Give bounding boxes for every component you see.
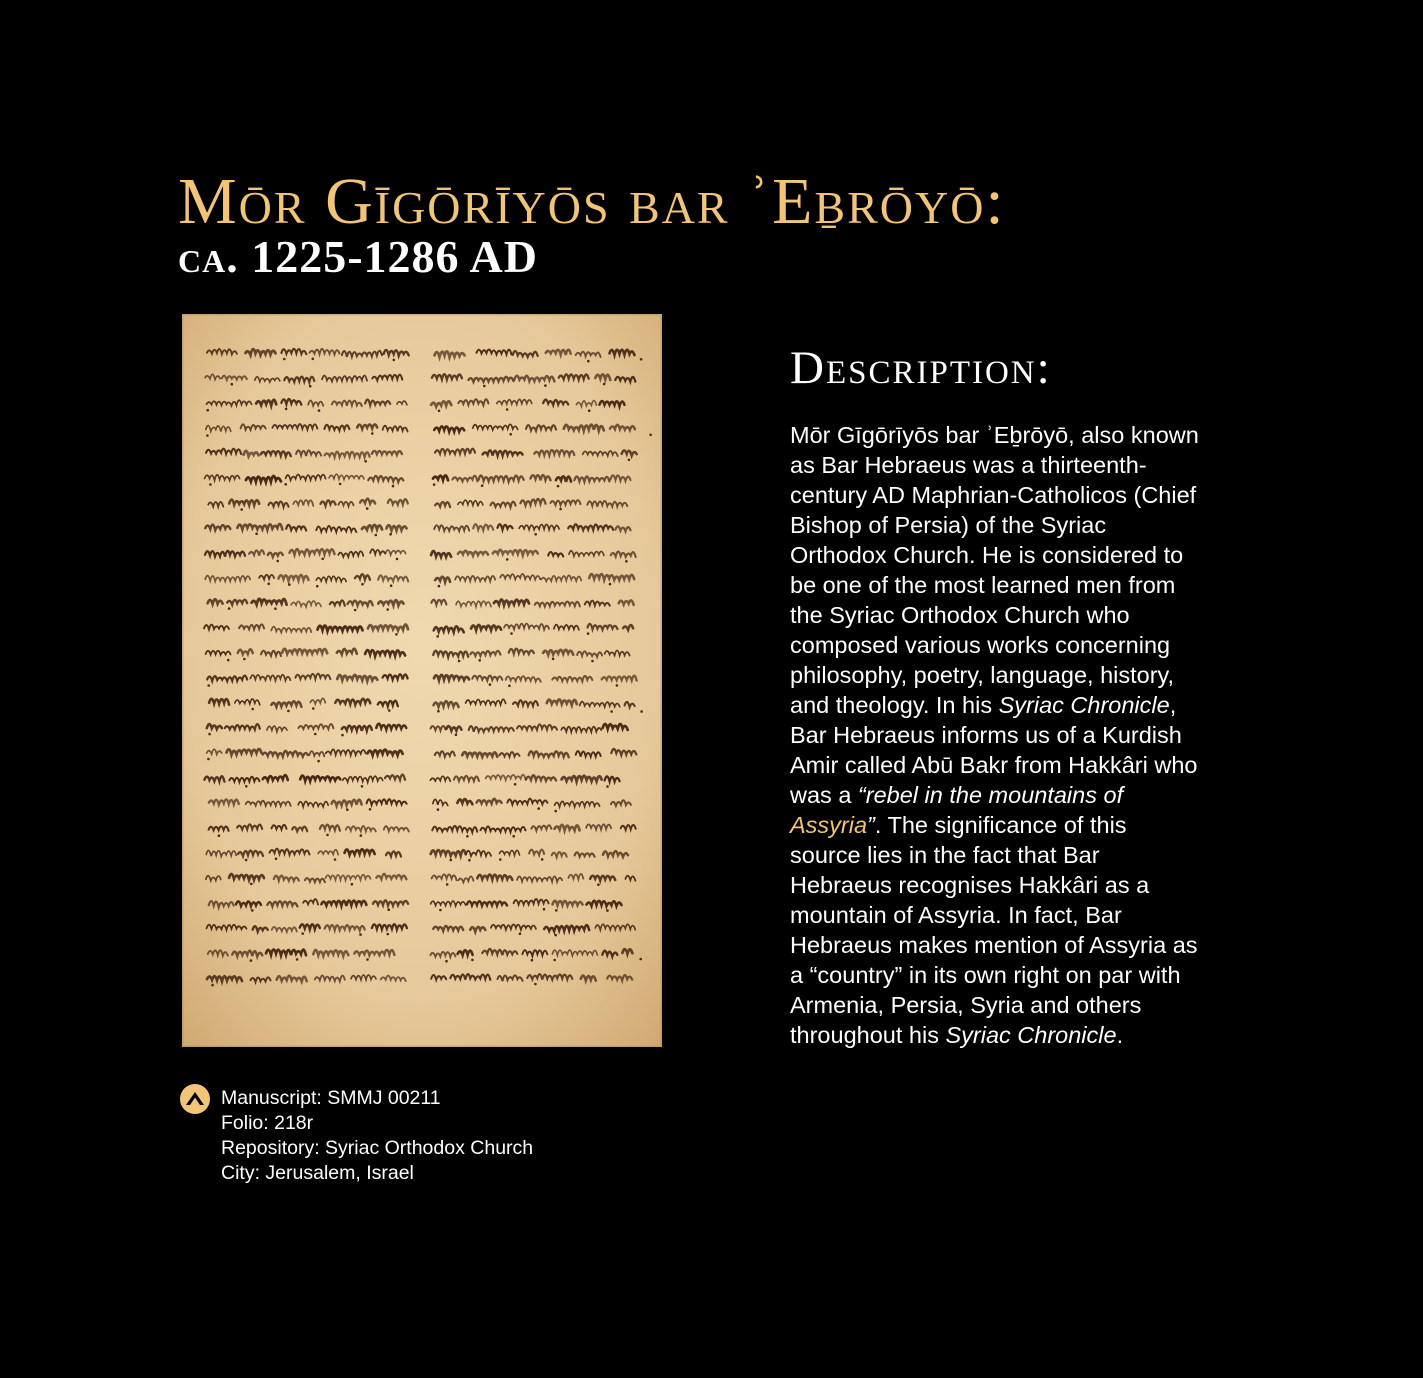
script-dot bbox=[243, 658, 246, 661]
script-dot bbox=[438, 585, 441, 588]
script-dot bbox=[510, 632, 513, 635]
script-dot bbox=[275, 857, 278, 860]
description-line: mountain of Assyria. In fact, Bar bbox=[790, 902, 1122, 928]
script-dot bbox=[283, 358, 286, 361]
script-dot bbox=[390, 584, 393, 587]
script-dot bbox=[361, 583, 364, 586]
description-line: Orthodox Church. He is considered to bbox=[790, 542, 1184, 568]
manuscript-image bbox=[182, 314, 662, 1047]
script-dot bbox=[537, 807, 540, 810]
script-dot bbox=[628, 459, 631, 462]
script-dot bbox=[506, 558, 509, 561]
script-dot bbox=[361, 785, 364, 788]
description-line: source lies in the fact that Bar bbox=[790, 842, 1100, 868]
text-run: and theology. In his bbox=[790, 692, 999, 718]
script-dot bbox=[211, 984, 214, 987]
script-dot bbox=[481, 484, 484, 487]
script-dot bbox=[640, 358, 643, 361]
script-dot bbox=[554, 810, 557, 813]
description-line: be one of the most learned men from bbox=[790, 572, 1176, 598]
script-dot bbox=[316, 585, 319, 588]
text-run: was a bbox=[790, 782, 858, 808]
script-dot bbox=[606, 785, 609, 788]
script-dot bbox=[206, 434, 209, 437]
script-dot bbox=[388, 709, 391, 712]
script-dot bbox=[312, 358, 315, 361]
description-line: a “country” in its own right on par with bbox=[790, 962, 1181, 988]
script-dot bbox=[314, 733, 317, 736]
script-dot bbox=[514, 783, 517, 786]
script-dot bbox=[389, 533, 392, 536]
script-dot bbox=[284, 483, 287, 486]
description-line: composed various works concerning bbox=[790, 632, 1171, 658]
script-dot bbox=[437, 808, 440, 811]
script-dot bbox=[250, 883, 253, 886]
chevron-up-circle-icon bbox=[180, 1084, 210, 1114]
script-dot bbox=[321, 558, 324, 561]
script-dot bbox=[251, 708, 254, 711]
script-dot bbox=[207, 684, 210, 687]
script-dot bbox=[512, 835, 515, 838]
quote-text: “rebel in the mountains of bbox=[857, 782, 1124, 808]
script-dot bbox=[366, 507, 369, 510]
script-dot bbox=[466, 835, 469, 838]
script-dot bbox=[610, 710, 613, 713]
description-line bbox=[790, 690, 1240, 720]
script-dot bbox=[499, 858, 502, 861]
description-line: century AD Maphrian-Catholicos (Chief bbox=[790, 482, 1197, 508]
city: City: Jerusalem, Israel bbox=[221, 1162, 414, 1184]
script-dot bbox=[446, 883, 449, 886]
script-dot bbox=[445, 960, 448, 963]
description-line: Mōr Gīgōrīyōs bar ʾEḇrōyō, also known bbox=[790, 422, 1199, 448]
description-line: the Syriac Orthodox Church who bbox=[790, 602, 1130, 628]
script-dot bbox=[591, 660, 594, 663]
script-dot bbox=[544, 384, 547, 387]
script-dot bbox=[227, 659, 230, 662]
script-dot bbox=[318, 409, 321, 412]
script-dot bbox=[587, 632, 590, 635]
script-dot bbox=[468, 859, 471, 862]
script-dot bbox=[554, 934, 557, 937]
script-dot bbox=[341, 734, 344, 737]
script-dot bbox=[531, 959, 534, 962]
script-dot bbox=[543, 908, 546, 911]
text-run: . bbox=[1116, 1022, 1124, 1048]
script-dot bbox=[251, 909, 254, 912]
script-dot bbox=[285, 408, 288, 411]
script-stroke bbox=[337, 675, 377, 681]
page-title: Mōr Gīgōrīyōs bar ʾEḇrōyō: bbox=[178, 165, 1006, 238]
script-dot bbox=[369, 808, 372, 811]
script-dot bbox=[471, 959, 474, 962]
script-dot bbox=[359, 933, 362, 936]
script-dot bbox=[207, 758, 210, 761]
folio: Folio: 218r bbox=[221, 1112, 314, 1134]
script-dot bbox=[609, 583, 612, 586]
quote-highlight: Assyria bbox=[790, 812, 868, 838]
quote-close: ” bbox=[867, 812, 875, 838]
script-dot bbox=[478, 659, 481, 662]
script-dot bbox=[625, 560, 628, 563]
script-dot bbox=[534, 983, 537, 986]
script-dot bbox=[366, 958, 369, 961]
script-dot bbox=[603, 383, 606, 386]
script-dot bbox=[245, 785, 248, 788]
script-dot bbox=[228, 607, 231, 610]
script-dot bbox=[588, 409, 591, 412]
script-dot bbox=[288, 583, 291, 586]
script-dot bbox=[508, 685, 511, 688]
script-dot bbox=[483, 385, 486, 388]
script-dot bbox=[392, 485, 395, 488]
script-stroke bbox=[547, 699, 577, 704]
script-dot bbox=[597, 883, 600, 886]
script-stroke bbox=[345, 849, 375, 854]
script-dot bbox=[519, 933, 522, 936]
script-dot bbox=[208, 733, 211, 736]
script-dot bbox=[274, 607, 277, 610]
script-dot bbox=[455, 734, 458, 737]
script-dot bbox=[555, 909, 558, 912]
manuscript-id: Manuscript: SMMJ 00211 bbox=[221, 1087, 441, 1109]
description-line bbox=[790, 1020, 1240, 1050]
script-dot bbox=[438, 410, 441, 413]
script-dot bbox=[375, 534, 378, 537]
script-dot bbox=[276, 560, 279, 563]
script-dot bbox=[436, 635, 439, 638]
script-dot bbox=[387, 908, 390, 911]
script-dot bbox=[351, 883, 354, 886]
script-dot bbox=[649, 434, 652, 437]
script-dot bbox=[639, 958, 642, 961]
script-dot bbox=[240, 508, 243, 511]
script-dot bbox=[534, 533, 537, 536]
script-dot bbox=[206, 409, 209, 412]
script-dot bbox=[458, 660, 461, 663]
script-dot bbox=[209, 483, 212, 486]
script-dot bbox=[354, 609, 357, 612]
script-dot bbox=[245, 859, 248, 862]
script-dot bbox=[553, 959, 556, 962]
script-dot bbox=[616, 684, 619, 687]
script-dot bbox=[218, 834, 221, 837]
date-range-subtitle: ca. 1225-1286 AD bbox=[178, 231, 538, 282]
script-dot bbox=[587, 360, 590, 363]
script-dot bbox=[450, 859, 453, 862]
description-line: Amir called Abū Bakr from Hakkâri who bbox=[790, 752, 1198, 778]
script-dot bbox=[326, 834, 329, 837]
script-dot bbox=[364, 460, 367, 463]
description-line bbox=[790, 780, 1240, 810]
script-dot bbox=[506, 408, 509, 411]
script-dot bbox=[296, 958, 299, 961]
script-dot bbox=[339, 483, 342, 486]
script-dot bbox=[509, 433, 512, 436]
script-dot bbox=[541, 858, 544, 861]
script-dot bbox=[371, 432, 374, 435]
script-dot bbox=[360, 834, 363, 837]
script-dot bbox=[250, 959, 253, 962]
script-dot bbox=[437, 710, 440, 713]
script-dot bbox=[309, 385, 312, 388]
script-dot bbox=[439, 909, 442, 912]
script-dot bbox=[489, 683, 492, 686]
script-dot bbox=[557, 485, 560, 488]
script-dot bbox=[395, 633, 398, 636]
description-line: Armenia, Persia, Syria and others bbox=[790, 992, 1142, 1018]
description-line: Bishop of Persia) of the Syriac bbox=[790, 512, 1107, 538]
script-dot bbox=[317, 760, 320, 763]
book-title: Syriac Chronicle bbox=[998, 692, 1170, 718]
script-stroke bbox=[365, 650, 405, 656]
script-dot bbox=[387, 933, 390, 936]
script-dot bbox=[386, 608, 389, 611]
description-line: as Bar Hebraeus was a thirteenth- bbox=[790, 452, 1147, 478]
script-dot bbox=[606, 909, 609, 912]
description-line: philosophy, poetry, language, history, bbox=[790, 662, 1175, 688]
script-dot bbox=[393, 359, 396, 362]
script-dot bbox=[640, 710, 643, 713]
description-line: Bar Hebraeus informs us of a Kurdish bbox=[790, 722, 1182, 748]
script-dot bbox=[287, 710, 290, 713]
script-dot bbox=[231, 383, 234, 386]
description-line: Hebraeus recognises Hakkâri as a bbox=[790, 872, 1150, 898]
book-title: Syriac Chronicle bbox=[945, 1022, 1117, 1048]
text-run: throughout his bbox=[790, 1022, 946, 1048]
script-dot bbox=[255, 533, 258, 536]
script-dot bbox=[559, 508, 562, 511]
description-heading: Description: bbox=[790, 342, 1052, 394]
manuscript-details bbox=[221, 1086, 533, 1186]
repository: Repository: Syriac Orthodox Church bbox=[221, 1137, 534, 1159]
script-dot bbox=[346, 808, 349, 811]
script-dot bbox=[396, 558, 399, 561]
script-dot bbox=[552, 658, 555, 661]
script-dot bbox=[267, 583, 270, 586]
script-dot bbox=[312, 707, 315, 710]
description-line bbox=[790, 810, 1240, 840]
description-line: Hebraeus makes mention of Assyria as bbox=[790, 932, 1198, 958]
script-dot bbox=[301, 932, 304, 935]
script-dot bbox=[334, 858, 337, 861]
text-run: . The significance of this bbox=[874, 812, 1127, 838]
text-run: , bbox=[1169, 692, 1177, 718]
description-text bbox=[790, 420, 1240, 1050]
script-dot bbox=[433, 483, 436, 486]
